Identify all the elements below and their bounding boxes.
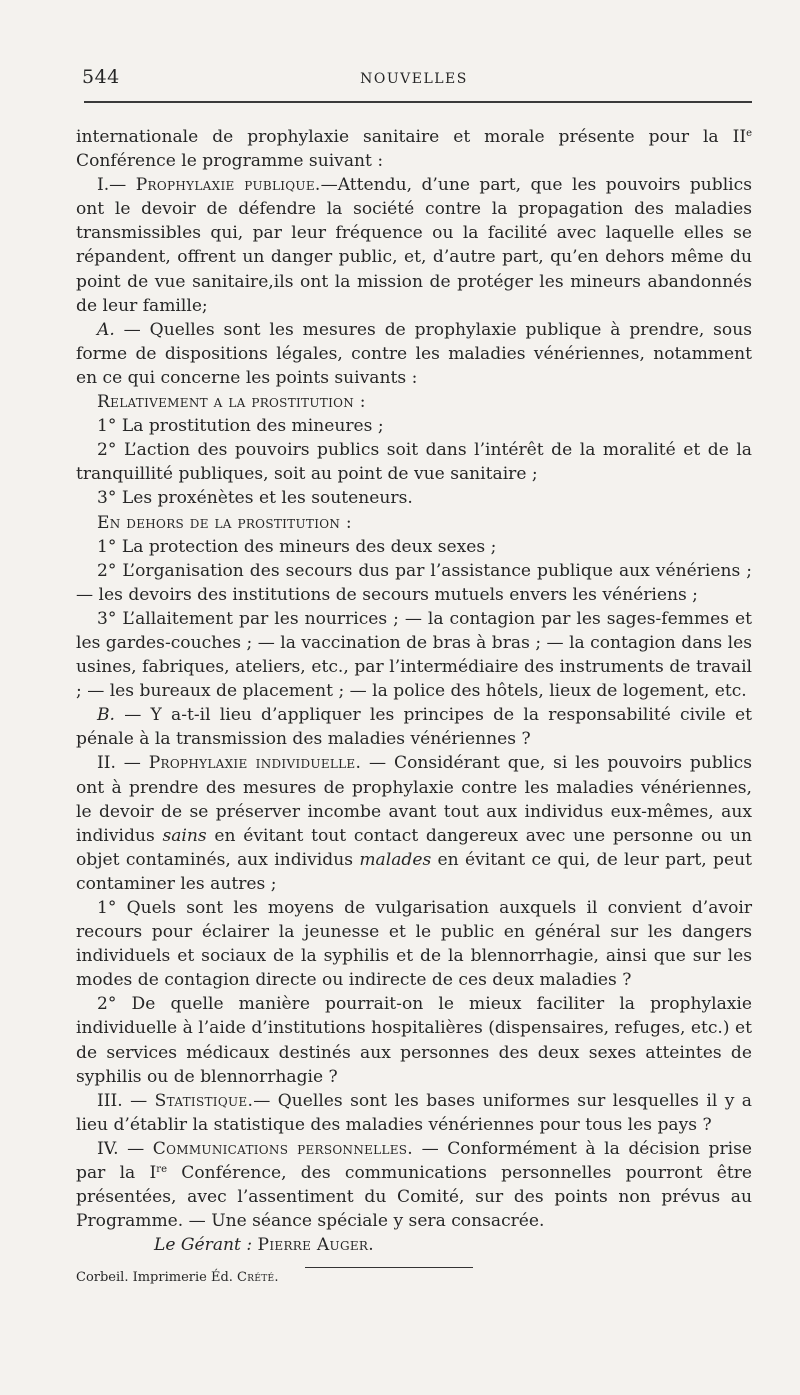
section-a-paragraph: A. — Quelles sont les mesures de prophylaxie publique à prendre, sous forme de dispositions légales, contre les maladies vénériennes, notamment en ce qui concerne les points suivants : [76, 319, 752, 388]
section-1-paragraph: I.— Prophylaxie publique.—Attendu, d’une part, que les pouvoirs publics ont le devoir de défendre la société contre la propagation des maladies transmissibles qui, par leur fréquence ou la facilité avec laquelle elles se répandent, offrent un danger public, et, d’autre part, qu’en dehors même du point de vue sanitaire,ils ont la mission de protéger les mineurs abandonnés de leur famille; [76, 175, 752, 316]
section-4-paragraph: IV. — Communications personnelles. — Conformément à la décision prise par la Ire Conférence, des communications personnelles pourront être présentées, avec l’assentiment du Comité, sur des points non prévus au Programme. — Une séance spéciale y sera consacrée. [76, 1138, 752, 1232]
page-body [76, 125, 752, 1288]
relativement-item-2: 2° L’action des pouvoirs publics soit dans l’intérêt de la moralité et de la tranquillité publiques, soit au point de vue sanitaire ; [76, 440, 752, 485]
en-dehors-heading: En dehors de la prostitution : [97, 512, 352, 533]
gerant-line: Le Gérant : Pierre Auger. [154, 1235, 374, 1256]
page-number: 544 [82, 66, 120, 88]
page-header [76, 62, 752, 96]
individuelle-item-2: 2° De quelle manière pourrait-on le mieux faciliter la prophylaxie individuelle à l’aide d’institutions hospitalières (dispensaires, refuges, etc.) et de services médicaux destinés aux personnes des deux sexes atteintes de syphilis ou de blennorrhagie ? [76, 994, 752, 1087]
en-dehors-item-1: 1° La protection des mineurs des deux sexes ; [97, 536, 497, 557]
section-b-paragraph: B. — Y a-t-il lieu d’appliquer les principes de la responsabilité civile et pénale à la transmission des maladies vénériennes ? [76, 705, 752, 750]
relativement-heading: Relativement a la prostitution : [97, 392, 366, 413]
page [76, 62, 752, 1286]
section-3-title: Statistique. [154, 1090, 254, 1111]
relativement-item-3: 3° Les proxénètes et les souteneurs. [97, 488, 413, 509]
en-dehors-item-3: 3° L’allaitement par les nourrices ; — la contagion par les sages-femmes et les gardes-couches ; — la vaccination de bras à bras ; — la contagion dans les usines, fabriques, ateliers, etc., par l’intermédiaire des instruments de travail ; — les bureaux de placement ; — la police des hôtels, lieux de logement, etc. [76, 608, 752, 702]
individuelle-item-1: 1° Quels sont les moyens de vulgarisation auxquels il convient d’avoir recours pour éclairer la jeunesse et le public en général sur les dangers individuels et sociaux de la syphilis et de la blennorrhagie, ainsi que sur les modes de contagion directe ou indirecte de ces deux maladies ? [76, 898, 752, 991]
imprint-line: Corbeil. Imprimerie Éd. Crété. [76, 1270, 279, 1286]
section-3-paragraph: III. — Statistique.— Quelles sont les bases uniformes sur lesquelles il y a lieu d’établir la statistique des maladies vénériennes pour tous les pays ? [76, 1090, 752, 1135]
intro-paragraph: internationale de prophylaxie sanitaire et morale présente pour la IIe Conférence le programme suivant : [76, 127, 752, 172]
section-4-title: Communications personnelles. [152, 1138, 414, 1159]
section-2-title: Prophylaxie individuelle. [148, 753, 362, 774]
running-head: NOUVELLES [360, 71, 468, 87]
section-2-paragraph: II. — Prophylaxie individuelle. — Considérant que, si les pouvoirs publics ont à prendre des mesures de prophylaxie contre les maladies vénériennes, le devoir de se préserver incombe avant tout aux individus eux-mêmes, aux individus sains en évitant tout contact dangereux avec une personne ou un objet contaminés, aux individus malades en évitant ce qui, de leur part, peut contaminer les autres ; [76, 753, 752, 894]
section-1-title: Prophylaxie publique. [135, 175, 321, 196]
header-rule [84, 101, 752, 103]
relativement-item-1: 1° La prostitution des mineures ; [97, 416, 384, 437]
en-dehors-item-2: 2° L’organisation des secours dus par l’assistance publique aux vénériens ; — les devoirs des institutions de secours mutuels envers les vénériens ; [76, 560, 752, 605]
